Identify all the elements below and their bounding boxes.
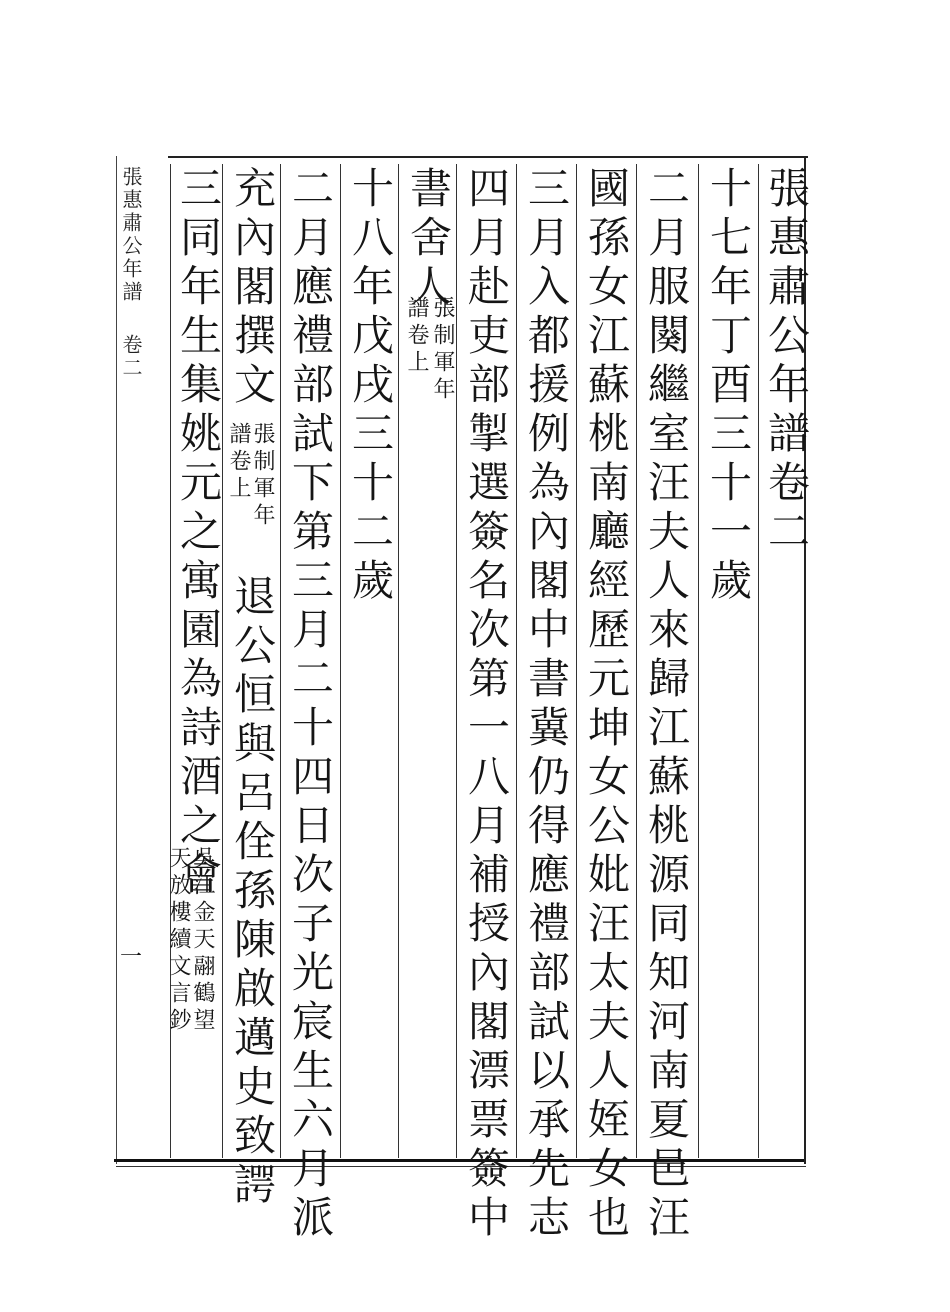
page-number: 一 [120, 945, 143, 970]
top-border [168, 156, 808, 158]
column-9-note-a: 張制軍年 [250, 422, 275, 530]
column-divider [576, 164, 577, 1158]
column-divider [516, 164, 517, 1158]
text-column-4: 三月入都援例為內閣中書冀仍得應禮部試以承先志 [522, 166, 571, 1244]
page-title: 張惠肅公年譜卷二 [762, 166, 811, 558]
column-divider [698, 164, 699, 1158]
column-6-note-b: 譜卷上 [404, 296, 429, 377]
column-6-main: 書舍人 [404, 166, 453, 313]
column-divider [398, 164, 399, 1158]
column-6-note-a: 張制軍年 [430, 296, 455, 404]
text-column-7: 十八年戊戌三十二歲 [346, 166, 395, 607]
text-column-5: 四月赴吏部掣選簽名次第一八月補授內閣漂票簽中 [462, 166, 511, 1244]
spine-title: 張惠肅公年譜 [119, 166, 143, 304]
text-column-3: 國孫女江蘇桃南廳經歷元坤女公妣汪太夫人姪女也 [582, 166, 631, 1244]
text-column-10: 三同年生集姚元之寓園為詩酒之會 [174, 166, 223, 901]
text-column-8: 二月應禮部試下第三月二十四日次子光宸生六月派 [286, 166, 335, 1244]
column-10-note-b: 天放樓續文言鈔 [166, 846, 191, 1035]
column-10-note-a: 吳江金天翮鶴望 [190, 846, 215, 1035]
text-column-1: 十七年丁酉三十一歲 [704, 166, 753, 607]
text-column-9-end: 退公恒與呂佺孫陳啟邁史致諤 [228, 574, 277, 1211]
text-column-9-start: 充內閣撰文 [228, 166, 277, 411]
text-column-2: 二月服闋繼室汪夫人來歸江蘇桃源同知河南夏邑汪 [642, 166, 691, 1244]
text-column-6 [402, 166, 454, 313]
left-border [116, 156, 117, 1164]
column-divider [340, 164, 341, 1158]
column-divider [280, 164, 281, 1158]
column-divider [636, 164, 637, 1158]
spine-column [120, 166, 142, 380]
bottom-border [114, 1159, 804, 1162]
spine-volume: 卷二 [119, 334, 143, 380]
column-9-note-b: 譜卷上 [226, 422, 251, 503]
column-divider [456, 164, 457, 1158]
column-divider [758, 164, 759, 1158]
